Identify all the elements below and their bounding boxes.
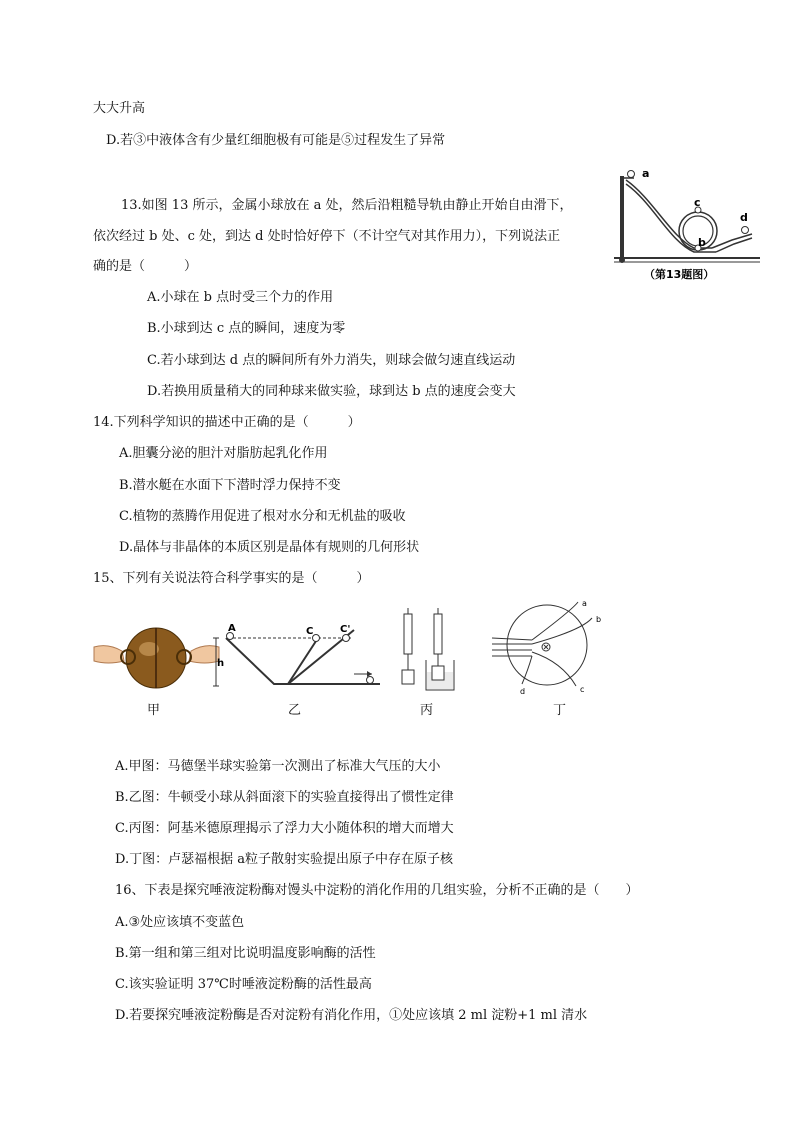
caption-ding: 丁: [553, 703, 567, 718]
question-13-stem: 13.如图 13 所示，金属小球放在 a 处，然后沿粗糙导轨由静止开始自由滑下，: [121, 198, 573, 213]
label-d: d: [520, 687, 526, 696]
question-13-stem: 依次经过 b 处、c 处，到达 d 处时恰好停下（不计空气对其作用力），下列说法正: [93, 229, 561, 244]
figure-13-track: [612, 168, 762, 283]
option-16b: B.第一组和第三组对比说明温度影响酶的活性: [115, 946, 376, 961]
option-13d: D.若换用质量稍大的同种球来做实验，球到达 b 点的速度会变大: [147, 384, 516, 399]
figure-13-caption: （第13题图）: [644, 268, 715, 281]
label-b: b: [698, 236, 706, 249]
question-14-stem: 14.下列科学知识的描述中正确的是（ ）: [93, 415, 361, 430]
option-15c: C.丙图：阿基米德原理揭示了浮力大小随体积的增大而增大: [115, 821, 454, 836]
caption-jia: 甲: [147, 703, 161, 718]
figure-jia-magdeburg: [94, 625, 219, 695]
label-a: a: [642, 167, 650, 180]
question-15-stem: 15、下列有关说法符合科学事实的是（ ）: [93, 571, 370, 586]
option-16a: A.③处应该填不变蓝色: [115, 915, 245, 930]
figure-ding-scattering: [492, 600, 612, 695]
option-15a: A.甲图：马德堡半球实验第一次测出了标准大气压的大小: [115, 759, 441, 774]
label-C: C: [306, 626, 314, 637]
option-14d: D.晶体与非晶体的本质区别是晶体有规则的几何形状: [119, 540, 420, 555]
label-A: A: [228, 623, 236, 634]
label-c: c: [580, 685, 585, 694]
figure-bing-spring-scale: [396, 608, 466, 698]
option-14c: C.植物的蒸腾作用促进了根对水分和无机盐的吸收: [119, 509, 406, 524]
text-line: D.若③中液体含有少量红细胞极有可能是⑤过程发生了异常: [106, 133, 446, 148]
question-13-stem: 确的是（ ）: [93, 259, 198, 274]
label-b: b: [596, 615, 602, 624]
caption-bing: 丙: [420, 703, 434, 718]
figure-yi-incline: [217, 620, 382, 695]
ball-a-icon: [628, 171, 635, 178]
option-13b: B.小球到达 c 点的瞬间，速度为零: [147, 321, 346, 336]
label-d: d: [740, 211, 748, 224]
option-13c: C.若小球到达 d 点的瞬间所有外力消失，则球会做匀速直线运动: [147, 353, 516, 368]
option-14b: B.潜水艇在水面下下潜时浮力保持不变: [119, 478, 341, 493]
label-c: c: [694, 196, 701, 209]
label-C-prime: C': [340, 624, 351, 635]
option-16c: C.该实验证明 37℃时唾液淀粉酶的活性最高: [115, 977, 372, 992]
text-line: 大大升高: [93, 101, 146, 116]
option-14a: A.胆囊分泌的胆汁对脂肪起乳化作用: [119, 446, 328, 461]
option-13a: A.小球在 b 点时受三个力的作用: [147, 290, 334, 305]
ball-d-icon: [742, 227, 749, 234]
option-15d: D.丁图：卢瑟福根据 a粒子散射实验提出原子中存在原子核: [115, 852, 453, 867]
option-16d: D.若要探究唾液淀粉酶是否对淀粉有消化作用，①处应该填 2 ml 淀粉+1 ml 清水: [115, 1008, 588, 1023]
option-15b: B.乙图：牛顿受小球从斜面滚下的实验直接得出了惯性定律: [115, 790, 454, 805]
label-h: h: [217, 658, 225, 669]
label-a: a: [582, 599, 587, 608]
question-16-stem: 16、下表是探究唾液淀粉酶对馒头中淀粉的消化作用的几组实验，分析不正确的是（ ）: [115, 883, 639, 898]
caption-yi: 乙: [288, 703, 302, 718]
